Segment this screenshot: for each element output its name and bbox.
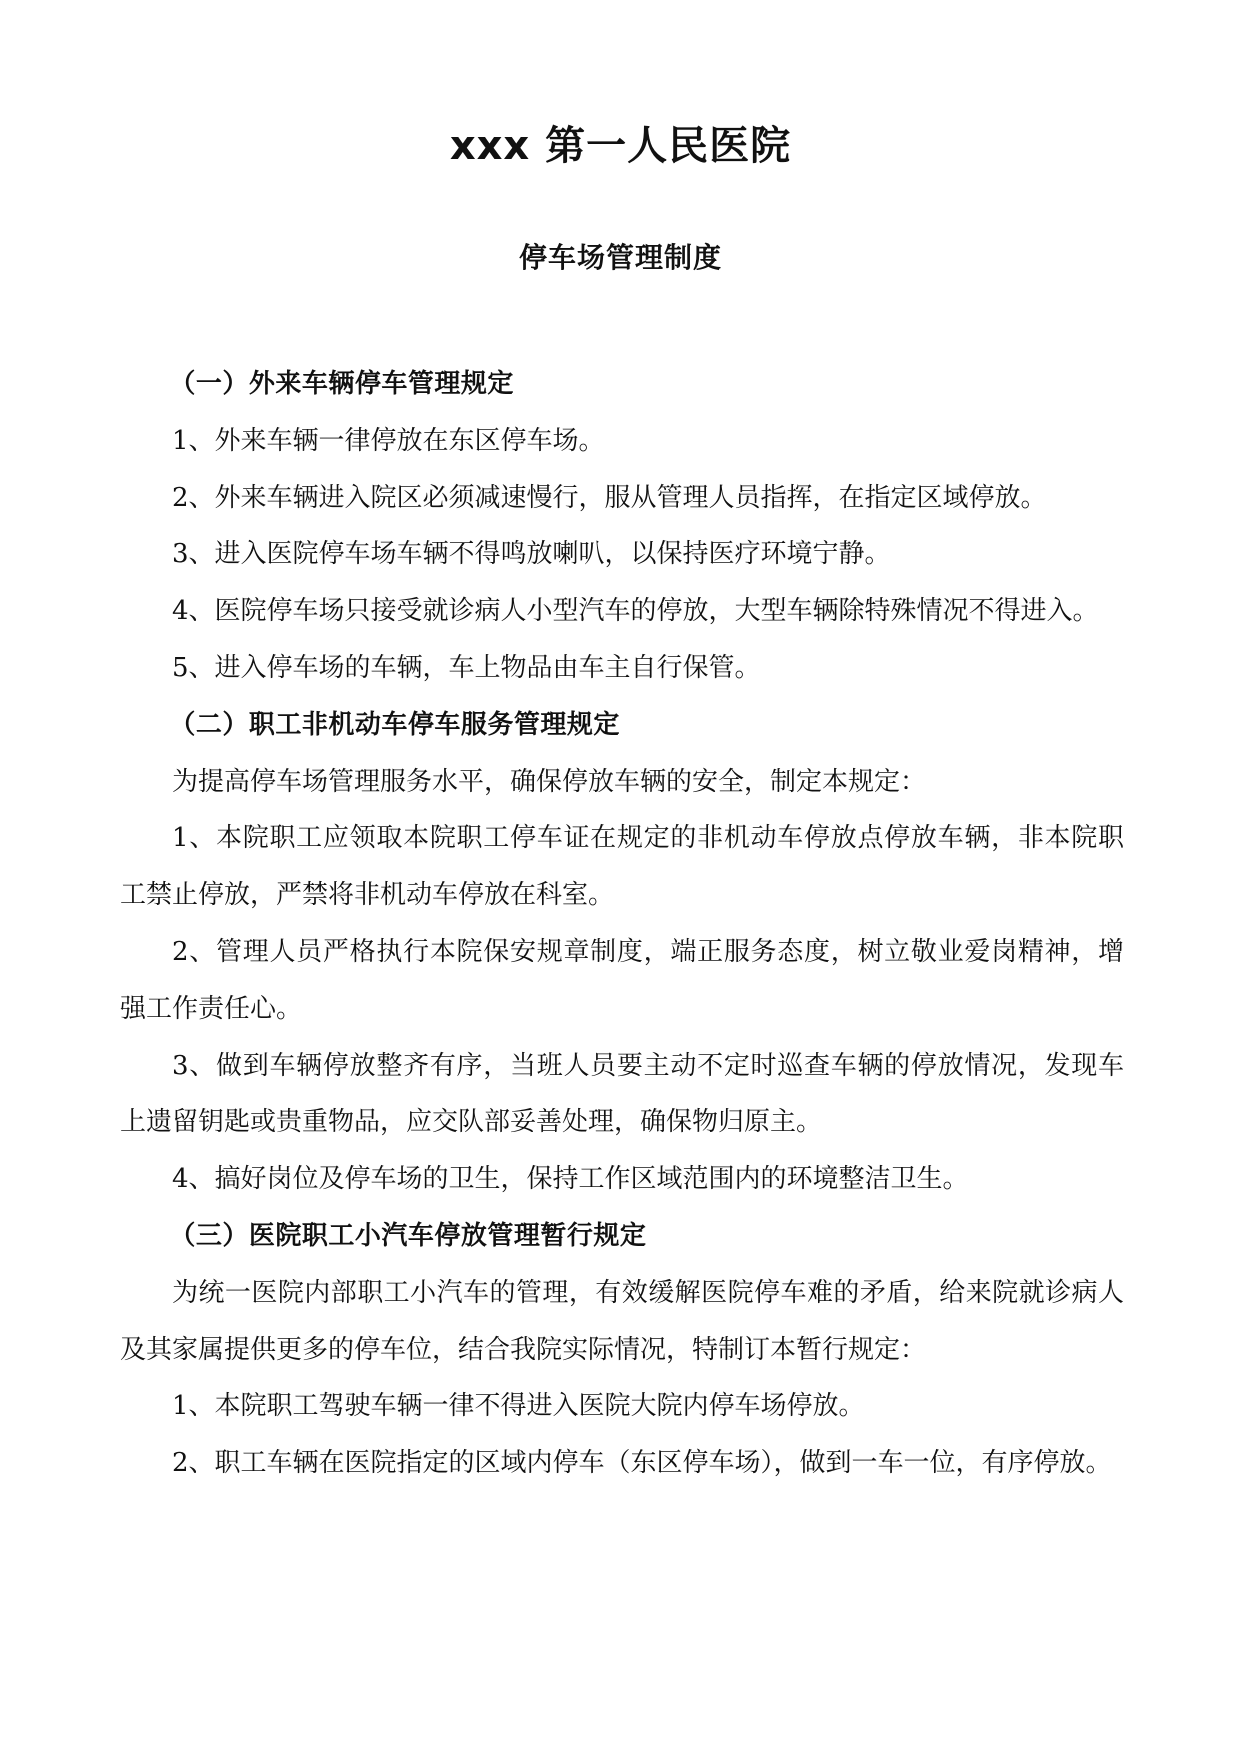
paragraph: 1、本院职工驾驶车辆一律不得进入医院大院内停车场停放。 xyxy=(172,1391,865,1422)
paragraph: 为提高停车场管理服务水平，确保停放车辆的安全，制定本规定： xyxy=(172,766,927,797)
paragraph: 2、管理人员严格执行本院保安规章制度，端正服务态度，树立敬业爱岗精神，增强工作责任心。 xyxy=(120,936,1124,1024)
document-title: xxx 第一人民医院 xyxy=(449,123,792,169)
paragraph: 4、搞好岗位及停车场的卫生，保持工作区域范围内的环境整洁卫生。 xyxy=(172,1164,969,1195)
paragraph: 2、外来车辆进入院区必须减速慢行，服从管理人员指挥，在指定区域停放。 xyxy=(172,482,1047,513)
paragraph: 2、职工车辆在医院指定的区域内停车（东区停车场），做到一车一位，有序停放。 xyxy=(172,1448,1112,1479)
section-heading: （三）医院职工小汽车停放管理暂行规定 xyxy=(169,1220,647,1251)
document-body xyxy=(120,356,1124,1492)
document-subtitle: 停车场管理制度 xyxy=(518,241,722,274)
paragraph: 3、做到车辆停放整齐有序，当班人员要主动不定时巡查车辆的停放情况，发现车上遗留钥匙或贵重物品，应交队部妥善处理，确保物归原主。 xyxy=(120,1050,1124,1138)
section-heading: （二）职工非机动车停车服务管理规定 xyxy=(169,709,620,740)
paragraph: 1、本院职工应领取本院职工停车证在规定的非机动车停放点停放车辆，非本院职工禁止停放，严禁将非机动车停放在科室。 xyxy=(120,823,1124,911)
paragraph: 3、进入医院停车场车辆不得鸣放喇叭，以保持医疗环境宁静。 xyxy=(172,539,891,570)
paragraph: 为统一医院内部职工小汽车的管理，有效缓解医院停车难的矛盾，给来院就诊病人及其家属提供更多的停车位，结合我院实际情况，特制订本暂行规定： xyxy=(120,1277,1124,1365)
section-heading: （一）外来车辆停车管理规定 xyxy=(169,369,514,399)
paragraph: 1、外来车辆一律停放在东区停车场。 xyxy=(172,425,605,456)
paragraph: 5、进入停车场的车辆，车上物品由车主自行保管。 xyxy=(172,652,761,683)
paragraph: 4、医院停车场只接受就诊病人小型汽车的停放，大型车辆除特殊情况不得进入。 xyxy=(172,596,1099,627)
